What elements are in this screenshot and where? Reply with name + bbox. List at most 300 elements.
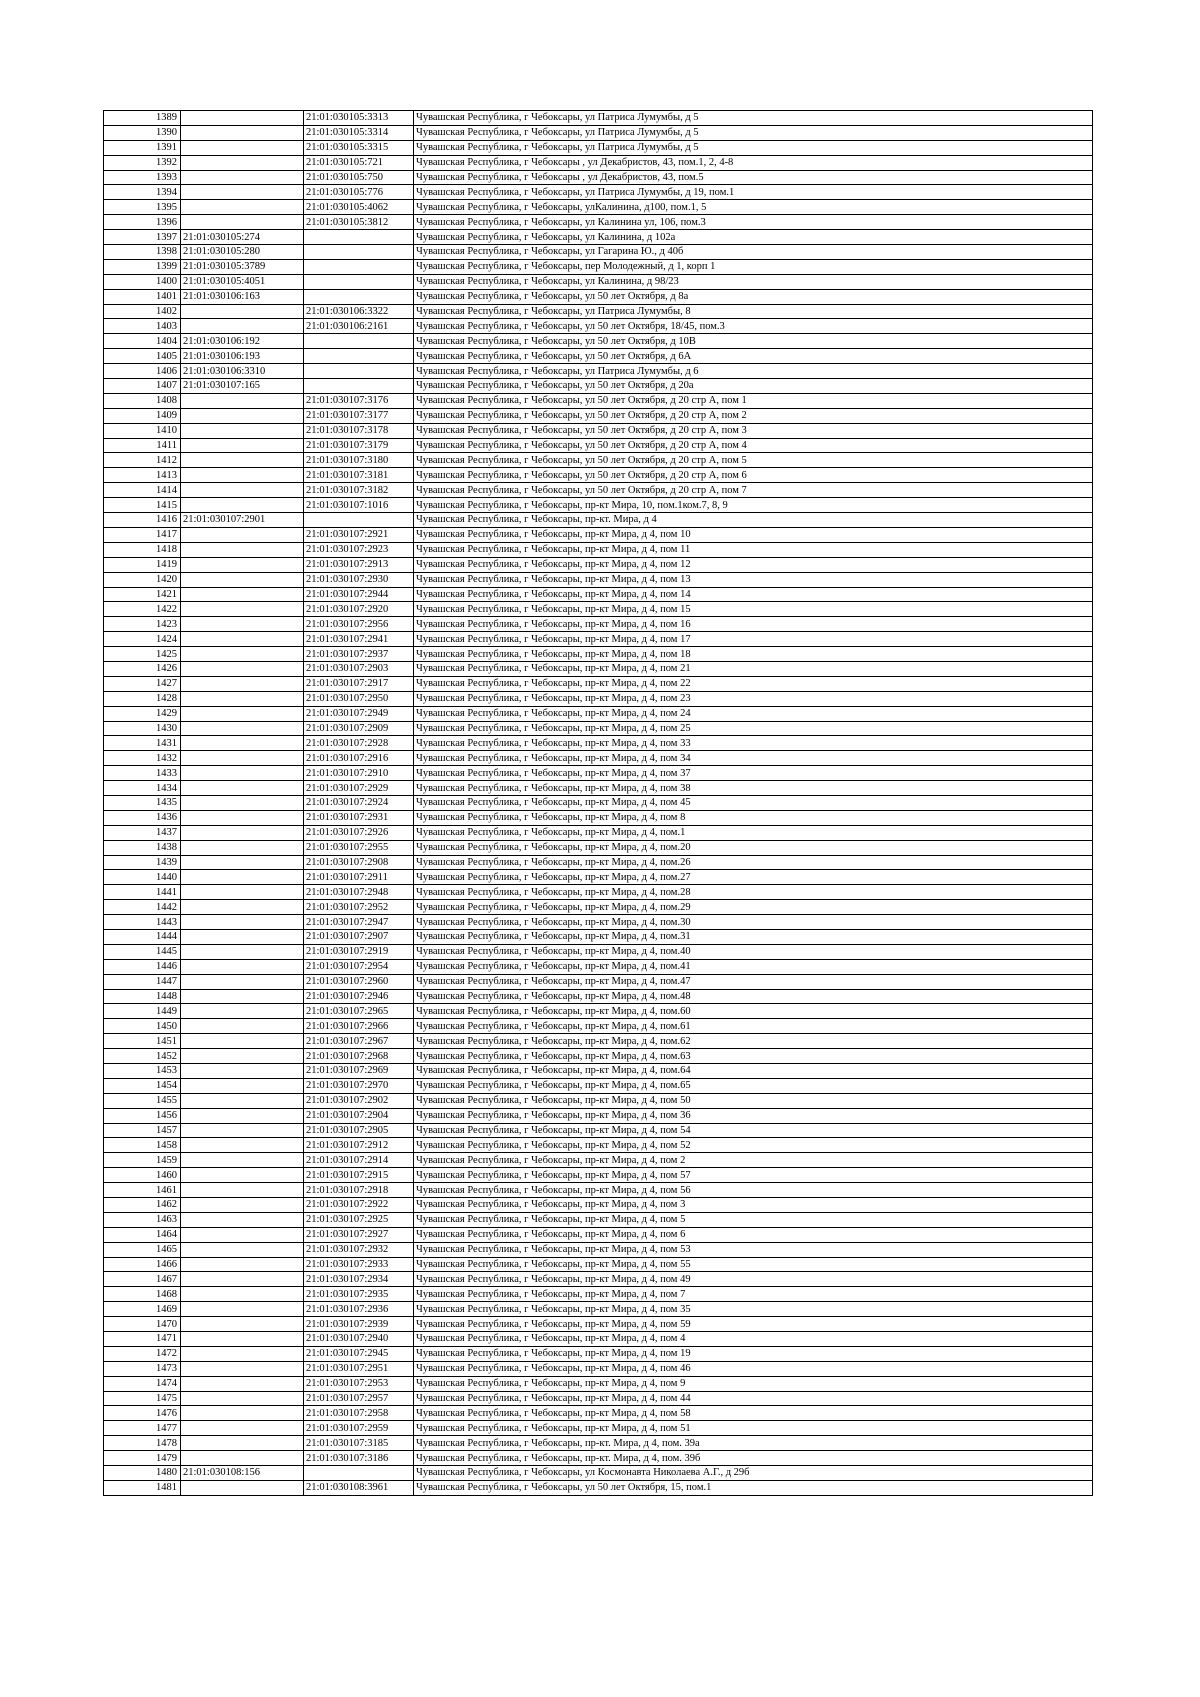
land-cadastral-number-cell [181,1019,304,1034]
table-row [104,810,1093,825]
object-cadastral-number-cell: 21:01:030107:2933 [304,1257,414,1272]
table-row [104,1242,1093,1257]
table-row [104,453,1093,468]
row-number-cell: 1472 [104,1346,181,1361]
table-row [104,1168,1093,1183]
row-number-cell: 1397 [104,230,181,245]
land-cadastral-number-cell [181,736,304,751]
row-number-cell: 1455 [104,1093,181,1108]
row-number-cell: 1445 [104,944,181,959]
row-number-cell: 1412 [104,453,181,468]
row-number-cell: 1437 [104,825,181,840]
object-cadastral-number-cell: 21:01:030107:3178 [304,423,414,438]
object-cadastral-number-cell: 21:01:030107:2929 [304,781,414,796]
row-number-cell: 1419 [104,557,181,572]
address-cell: Чувашская Республика, г Чебоксары, пр-кт Мира, д 4, пом 6 [414,1227,1093,1242]
table-row [104,319,1093,334]
row-number-cell: 1400 [104,274,181,289]
land-cadastral-number-cell [181,1480,304,1495]
object-cadastral-number-cell: 21:01:030107:2949 [304,706,414,721]
cadastral-table [103,110,1093,1496]
address-cell: Чувашская Республика, г Чебоксары, пр-кт Мира, д 4, пом 21 [414,661,1093,676]
object-cadastral-number-cell: 21:01:030107:2915 [304,1168,414,1183]
object-cadastral-number-cell [304,1466,414,1481]
table-row [104,215,1093,230]
object-cadastral-number-cell: 21:01:030107:3179 [304,438,414,453]
address-cell: Чувашская Республика, г Чебоксары, ул 50 лет Октября, д 20 стр А, пом 2 [414,408,1093,423]
object-cadastral-number-cell: 21:01:030106:2161 [304,319,414,334]
land-cadastral-number-cell [181,1361,304,1376]
address-cell: Чувашская Республика, г Чебоксары, пр-кт Мира, д 4, пом 25 [414,721,1093,736]
table-row [104,140,1093,155]
row-number-cell: 1389 [104,111,181,126]
address-cell: Чувашская Республика, г Чебоксары, пр-кт Мира, д 4, пом.40 [414,944,1093,959]
address-cell: Чувашская Республика, г Чебоксары, пр-кт Мира, д 4, пом 18 [414,647,1093,662]
row-number-cell: 1450 [104,1019,181,1034]
land-cadastral-number-cell [181,1153,304,1168]
row-number-cell: 1395 [104,200,181,215]
object-cadastral-number-cell: 21:01:030105:721 [304,155,414,170]
address-cell: Чувашская Республика, г Чебоксары, пр-кт Мира, д 4, пом.65 [414,1078,1093,1093]
table-row [104,736,1093,751]
table-row [104,617,1093,632]
address-cell: Чувашская Республика, г Чебоксары, пр-кт Мира, д 4, пом 37 [414,766,1093,781]
row-number-cell: 1428 [104,691,181,706]
land-cadastral-number-cell [181,855,304,870]
table-row [104,647,1093,662]
table-row [104,929,1093,944]
table-row [104,125,1093,140]
table-row [104,1123,1093,1138]
address-cell: Чувашская Республика, г Чебоксары, пр-кт Мира, д 4, пом 54 [414,1123,1093,1138]
land-cadastral-number-cell [181,825,304,840]
table-row [104,1421,1093,1436]
address-cell: Чувашская Республика, г Чебоксары, пр-кт Мира, д 4, пом 36 [414,1108,1093,1123]
table-row [104,795,1093,810]
address-cell: Чувашская Республика, г Чебоксары, пр-кт Мира, д 4, пом.1 [414,825,1093,840]
table-row [104,200,1093,215]
table-row [104,289,1093,304]
object-cadastral-number-cell: 21:01:030107:2969 [304,1064,414,1079]
row-number-cell: 1417 [104,527,181,542]
row-number-cell: 1432 [104,751,181,766]
land-cadastral-number-cell [181,840,304,855]
address-cell: Чувашская Республика, г Чебоксары, пр-кт Мира, д 4, пом 59 [414,1317,1093,1332]
row-number-cell: 1463 [104,1212,181,1227]
object-cadastral-number-cell: 21:01:030107:3180 [304,453,414,468]
address-cell: Чувашская Республика, г Чебоксары, пр-кт Мира, д 4, пом 55 [414,1257,1093,1272]
table-row [104,572,1093,587]
land-cadastral-number-cell [181,125,304,140]
object-cadastral-number-cell: 21:01:030107:2902 [304,1093,414,1108]
object-cadastral-number-cell: 21:01:030107:2909 [304,721,414,736]
land-cadastral-number-cell [181,215,304,230]
address-cell: Чувашская Республика, г Чебоксары, пр-кт Мира, д 4, пом 17 [414,632,1093,647]
object-cadastral-number-cell: 21:01:030107:2955 [304,840,414,855]
land-cadastral-number-cell [181,1376,304,1391]
land-cadastral-number-cell [181,766,304,781]
land-cadastral-number-cell [181,1436,304,1451]
table-row [104,1078,1093,1093]
object-cadastral-number-cell: 21:01:030107:2941 [304,632,414,647]
object-cadastral-number-cell: 21:01:030105:3812 [304,215,414,230]
row-number-cell: 1394 [104,185,181,200]
land-cadastral-number-cell [181,185,304,200]
address-cell: Чувашская Республика, г Чебоксары, пр-кт Мира, д 4, пом.29 [414,900,1093,915]
table-row [104,840,1093,855]
table-row [104,1302,1093,1317]
row-number-cell: 1416 [104,513,181,528]
object-cadastral-number-cell [304,274,414,289]
row-number-cell: 1404 [104,334,181,349]
object-cadastral-number-cell: 21:01:030107:1016 [304,498,414,513]
address-cell: Чувашская Республика, г Чебоксары, ул 50 лет Октября, д 8а [414,289,1093,304]
address-cell: Чувашская Республика, г Чебоксары, пр-кт Мира, д 4, пом 5 [414,1212,1093,1227]
table-row [104,304,1093,319]
object-cadastral-number-cell: 21:01:030107:2950 [304,691,414,706]
land-cadastral-number-cell [181,438,304,453]
object-cadastral-number-cell: 21:01:030107:3182 [304,483,414,498]
object-cadastral-number-cell [304,259,414,274]
address-cell: Чувашская Республика, г Чебоксары, пр-кт Мира, д 4, пом 3 [414,1198,1093,1213]
table-row [104,1019,1093,1034]
address-cell: Чувашская Республика, г Чебоксары, пр-кт Мира, д 4, пом 11 [414,542,1093,557]
object-cadastral-number-cell: 21:01:030107:2939 [304,1317,414,1332]
object-cadastral-number-cell: 21:01:030107:2957 [304,1391,414,1406]
address-cell: Чувашская Республика, г Чебоксары, пр-кт Мира, д 4, пом 46 [414,1361,1093,1376]
row-number-cell: 1459 [104,1153,181,1168]
row-number-cell: 1448 [104,989,181,1004]
object-cadastral-number-cell: 21:01:030108:3961 [304,1480,414,1495]
row-number-cell: 1464 [104,1227,181,1242]
row-number-cell: 1427 [104,676,181,691]
table-row [104,1436,1093,1451]
address-cell: Чувашская Республика, г Чебоксары, ул Калинина, д 98/23 [414,274,1093,289]
object-cadastral-number-cell: 21:01:030107:2932 [304,1242,414,1257]
table-row [104,259,1093,274]
row-number-cell: 1396 [104,215,181,230]
object-cadastral-number-cell: 21:01:030107:2922 [304,1198,414,1213]
address-cell: Чувашская Республика, г Чебоксары, пр-кт Мира, д 4, пом 51 [414,1421,1093,1436]
row-number-cell: 1456 [104,1108,181,1123]
address-cell: Чувашская Республика, г Чебоксары, пр-кт. Мира, д 4, пом. 39б [414,1451,1093,1466]
land-cadastral-number-cell [181,870,304,885]
table-row [104,408,1093,423]
row-number-cell: 1425 [104,647,181,662]
object-cadastral-number-cell: 21:01:030107:2948 [304,885,414,900]
row-number-cell: 1407 [104,379,181,394]
row-number-cell: 1434 [104,781,181,796]
address-cell: Чувашская Республика, г Чебоксары, пр-кт. Мира, д 4 [414,513,1093,528]
object-cadastral-number-cell: 21:01:030107:2954 [304,959,414,974]
land-cadastral-number-cell [181,468,304,483]
land-cadastral-number-cell [181,974,304,989]
object-cadastral-number-cell: 21:01:030107:2930 [304,572,414,587]
address-cell: Чувашская Республика, г Чебоксары, пр-кт Мира, д 4, пом.41 [414,959,1093,974]
table-row [104,632,1093,647]
address-cell: Чувашская Республика, г Чебоксары, пр-кт Мира, д 4, пом.62 [414,1034,1093,1049]
object-cadastral-number-cell: 21:01:030107:2908 [304,855,414,870]
address-cell: Чувашская Республика, г Чебоксары, пр-кт Мира, д 4, пом 38 [414,781,1093,796]
land-cadastral-number-cell [181,1406,304,1421]
table-row [104,661,1093,676]
row-number-cell: 1398 [104,245,181,260]
row-number-cell: 1441 [104,885,181,900]
land-cadastral-number-cell [181,691,304,706]
land-cadastral-number-cell [181,155,304,170]
table-row [104,1272,1093,1287]
row-number-cell: 1451 [104,1034,181,1049]
address-cell: Чувашская Республика, г Чебоксары, пр-кт Мира, д 4, пом 22 [414,676,1093,691]
table-row [104,334,1093,349]
table-row [104,1093,1093,1108]
row-number-cell: 1461 [104,1183,181,1198]
row-number-cell: 1406 [104,364,181,379]
table-row [104,1451,1093,1466]
land-cadastral-number-cell [181,885,304,900]
object-cadastral-number-cell: 21:01:030107:2960 [304,974,414,989]
land-cadastral-number-cell [181,1212,304,1227]
land-cadastral-number-cell [181,1451,304,1466]
address-cell: Чувашская Республика, г Чебоксары, пр-кт Мира, д 4, пом 13 [414,572,1093,587]
address-cell: Чувашская Республика, г Чебоксары, пр-кт Мира, д 4, пом 34 [414,751,1093,766]
row-number-cell: 1418 [104,542,181,557]
address-cell: Чувашская Республика, г Чебоксары, ул 50 лет Октября, д 20 стр А, пом 6 [414,468,1093,483]
row-number-cell: 1429 [104,706,181,721]
object-cadastral-number-cell: 21:01:030107:2968 [304,1049,414,1064]
row-number-cell: 1422 [104,602,181,617]
table-row [104,691,1093,706]
table-row [104,1346,1093,1361]
table-row [104,1108,1093,1123]
table-row [104,111,1093,126]
row-number-cell: 1411 [104,438,181,453]
row-number-cell: 1444 [104,929,181,944]
object-cadastral-number-cell: 21:01:030107:2937 [304,647,414,662]
object-cadastral-number-cell: 21:01:030107:2944 [304,587,414,602]
land-cadastral-number-cell [181,498,304,513]
table-row [104,483,1093,498]
object-cadastral-number-cell: 21:01:030107:2934 [304,1272,414,1287]
table-row [104,1466,1093,1481]
row-number-cell: 1479 [104,1451,181,1466]
land-cadastral-number-cell [181,200,304,215]
land-cadastral-number-cell [181,1421,304,1436]
land-cadastral-number-cell: 21:01:030106:163 [181,289,304,304]
object-cadastral-number-cell: 21:01:030107:2910 [304,766,414,781]
row-number-cell: 1399 [104,259,181,274]
land-cadastral-number-cell [181,393,304,408]
address-cell: Чувашская Республика, г Чебоксары, пр-кт Мира, д 4, пом.31 [414,929,1093,944]
address-cell: Чувашская Республика, г Чебоксары, пр-кт Мира, д 4, пом.47 [414,974,1093,989]
land-cadastral-number-cell [181,1108,304,1123]
land-cadastral-number-cell [181,1183,304,1198]
object-cadastral-number-cell: 21:01:030107:2931 [304,810,414,825]
land-cadastral-number-cell [181,1302,304,1317]
object-cadastral-number-cell: 21:01:030107:2951 [304,1361,414,1376]
row-number-cell: 1421 [104,587,181,602]
row-number-cell: 1473 [104,1361,181,1376]
row-number-cell: 1480 [104,1466,181,1481]
address-cell: Чувашская Республика, г Чебоксары, пр-кт Мира, д 4, пом.64 [414,1064,1093,1079]
land-cadastral-number-cell: 21:01:030105:274 [181,230,304,245]
object-cadastral-number-cell: 21:01:030107:2928 [304,736,414,751]
land-cadastral-number-cell [181,453,304,468]
table-row [104,1153,1093,1168]
table-row [104,900,1093,915]
land-cadastral-number-cell [181,1004,304,1019]
table-row [104,885,1093,900]
land-cadastral-number-cell [181,1049,304,1064]
land-cadastral-number-cell [181,781,304,796]
object-cadastral-number-cell: 21:01:030107:2903 [304,661,414,676]
row-number-cell: 1426 [104,661,181,676]
table-row [104,542,1093,557]
row-number-cell: 1424 [104,632,181,647]
land-cadastral-number-cell [181,1227,304,1242]
object-cadastral-number-cell: 21:01:030107:2925 [304,1212,414,1227]
row-number-cell: 1446 [104,959,181,974]
address-cell: Чувашская Республика, г Чебоксары, пр-кт Мира, д 4, пом.48 [414,989,1093,1004]
table-row [104,1049,1093,1064]
address-cell: Чувашская Республика, г Чебоксары, пр-кт Мира, д 4, пом 53 [414,1242,1093,1257]
row-number-cell: 1390 [104,125,181,140]
land-cadastral-number-cell [181,483,304,498]
object-cadastral-number-cell: 21:01:030107:2970 [304,1078,414,1093]
row-number-cell: 1466 [104,1257,181,1272]
land-cadastral-number-cell [181,572,304,587]
address-cell: Чувашская Республика, г Чебоксары, пр-кт Мира, д 4, пом.63 [414,1049,1093,1064]
object-cadastral-number-cell: 21:01:030107:3181 [304,468,414,483]
row-number-cell: 1430 [104,721,181,736]
address-cell: Чувашская Республика, г Чебоксары, пр-кт Мира, д 4, пом 45 [414,795,1093,810]
table-row [104,870,1093,885]
address-cell: Чувашская Республика, г Чебоксары, ул 50 лет Октября, д 20 стр А, пом 1 [414,393,1093,408]
object-cadastral-number-cell: 21:01:030107:2920 [304,602,414,617]
land-cadastral-number-cell [181,1317,304,1332]
land-cadastral-number-cell [181,929,304,944]
row-number-cell: 1465 [104,1242,181,1257]
row-number-cell: 1453 [104,1064,181,1079]
land-cadastral-number-cell: 21:01:030105:4051 [181,274,304,289]
row-number-cell: 1433 [104,766,181,781]
table-row [104,274,1093,289]
address-cell: Чувашская Республика, г Чебоксары, пр-кт Мира, 10, пом.1ком.7, 8, 9 [414,498,1093,513]
row-number-cell: 1415 [104,498,181,513]
address-cell: Чувашская Республика, г Чебоксары, улКалинина, д100, пом.1, 5 [414,200,1093,215]
object-cadastral-number-cell: 21:01:030107:2911 [304,870,414,885]
object-cadastral-number-cell: 21:01:030107:3185 [304,1436,414,1451]
table-row [104,1406,1093,1421]
object-cadastral-number-cell: 21:01:030107:2965 [304,1004,414,1019]
land-cadastral-number-cell [181,1093,304,1108]
row-number-cell: 1467 [104,1272,181,1287]
table-row [104,230,1093,245]
table-row [104,379,1093,394]
land-cadastral-number-cell [181,542,304,557]
address-cell: Чувашская Республика, г Чебоксары, ул 50 лет Октября, д 20а [414,379,1093,394]
land-cadastral-number-cell [181,1168,304,1183]
address-cell: Чувашская Республика, г Чебоксары, пр-кт Мира, д 4, пом 7 [414,1287,1093,1302]
address-cell: Чувашская Республика, г Чебоксары, ул 50 лет Октября, д 20 стр А, пом 3 [414,423,1093,438]
address-cell: Чувашская Республика, г Чебоксары, ул Патриса Лумумбы, д 19, пом.1 [414,185,1093,200]
table-row [104,364,1093,379]
land-cadastral-number-cell [181,1198,304,1213]
land-cadastral-number-cell [181,170,304,185]
address-cell: Чувашская Республика, г Чебоксары, ул Патриса Лумумбы, д 5 [414,125,1093,140]
land-cadastral-number-cell [181,1287,304,1302]
object-cadastral-number-cell: 21:01:030105:776 [304,185,414,200]
table-row [104,557,1093,572]
address-cell: Чувашская Республика, г Чебоксары, ул Патриса Лумумбы, 8 [414,304,1093,319]
table-body [104,111,1093,1496]
table-row [104,1317,1093,1332]
row-number-cell: 1409 [104,408,181,423]
object-cadastral-number-cell: 21:01:030107:2966 [304,1019,414,1034]
table-row [104,1287,1093,1302]
land-cadastral-number-cell [181,751,304,766]
address-cell: Чувашская Республика, г Чебоксары, пр-кт Мира, д 4, пом 9 [414,1376,1093,1391]
row-number-cell: 1460 [104,1168,181,1183]
object-cadastral-number-cell: 21:01:030107:2919 [304,944,414,959]
land-cadastral-number-cell [181,304,304,319]
row-number-cell: 1440 [104,870,181,885]
object-cadastral-number-cell [304,245,414,260]
land-cadastral-number-cell [181,900,304,915]
object-cadastral-number-cell: 21:01:030107:2918 [304,1183,414,1198]
object-cadastral-number-cell: 21:01:030107:2953 [304,1376,414,1391]
object-cadastral-number-cell [304,289,414,304]
address-cell: Чувашская Республика, г Чебоксары, пр-кт Мира, д 4, пом 2 [414,1153,1093,1168]
table-row [104,781,1093,796]
row-number-cell: 1442 [104,900,181,915]
row-number-cell: 1413 [104,468,181,483]
table-row [104,527,1093,542]
table-row [104,974,1093,989]
object-cadastral-number-cell: 21:01:030107:2916 [304,751,414,766]
row-number-cell: 1443 [104,915,181,930]
object-cadastral-number-cell [304,379,414,394]
row-number-cell: 1477 [104,1421,181,1436]
address-cell: Чувашская Республика, г Чебоксары, пр-кт Мира, д 4, пом 58 [414,1406,1093,1421]
object-cadastral-number-cell: 21:01:030107:2907 [304,929,414,944]
row-number-cell: 1476 [104,1406,181,1421]
row-number-cell: 1436 [104,810,181,825]
address-cell: Чувашская Республика, г Чебоксары, ул 50 лет Октября, 15, пом.1 [414,1480,1093,1495]
table-row [104,513,1093,528]
address-cell: Чувашская Республика, г Чебоксары, ул Калинина, д 102а [414,230,1093,245]
land-cadastral-number-cell: 21:01:030108:156 [181,1466,304,1481]
land-cadastral-number-cell [181,1242,304,1257]
table-row [104,1332,1093,1347]
land-cadastral-number-cell [181,587,304,602]
object-cadastral-number-cell: 21:01:030107:2921 [304,527,414,542]
object-cadastral-number-cell: 21:01:030107:2912 [304,1138,414,1153]
land-cadastral-number-cell [181,632,304,647]
land-cadastral-number-cell: 21:01:030106:3310 [181,364,304,379]
land-cadastral-number-cell [181,1272,304,1287]
table-row [104,751,1093,766]
address-cell: Чувашская Республика, г Чебоксары, пр-кт Мира, д 4, пом 15 [414,602,1093,617]
land-cadastral-number-cell [181,408,304,423]
land-cadastral-number-cell [181,557,304,572]
address-cell: Чувашская Республика, г Чебоксары , ул Декабристов, 43, пом.1, 2, 4-8 [414,155,1093,170]
row-number-cell: 1392 [104,155,181,170]
object-cadastral-number-cell: 21:01:030105:750 [304,170,414,185]
address-cell: Чувашская Республика, г Чебоксары, пр-кт Мира, д 4, пом 56 [414,1183,1093,1198]
object-cadastral-number-cell [304,513,414,528]
address-cell: Чувашская Республика, г Чебоксары, пр-кт Мира, д 4, пом.60 [414,1004,1093,1019]
